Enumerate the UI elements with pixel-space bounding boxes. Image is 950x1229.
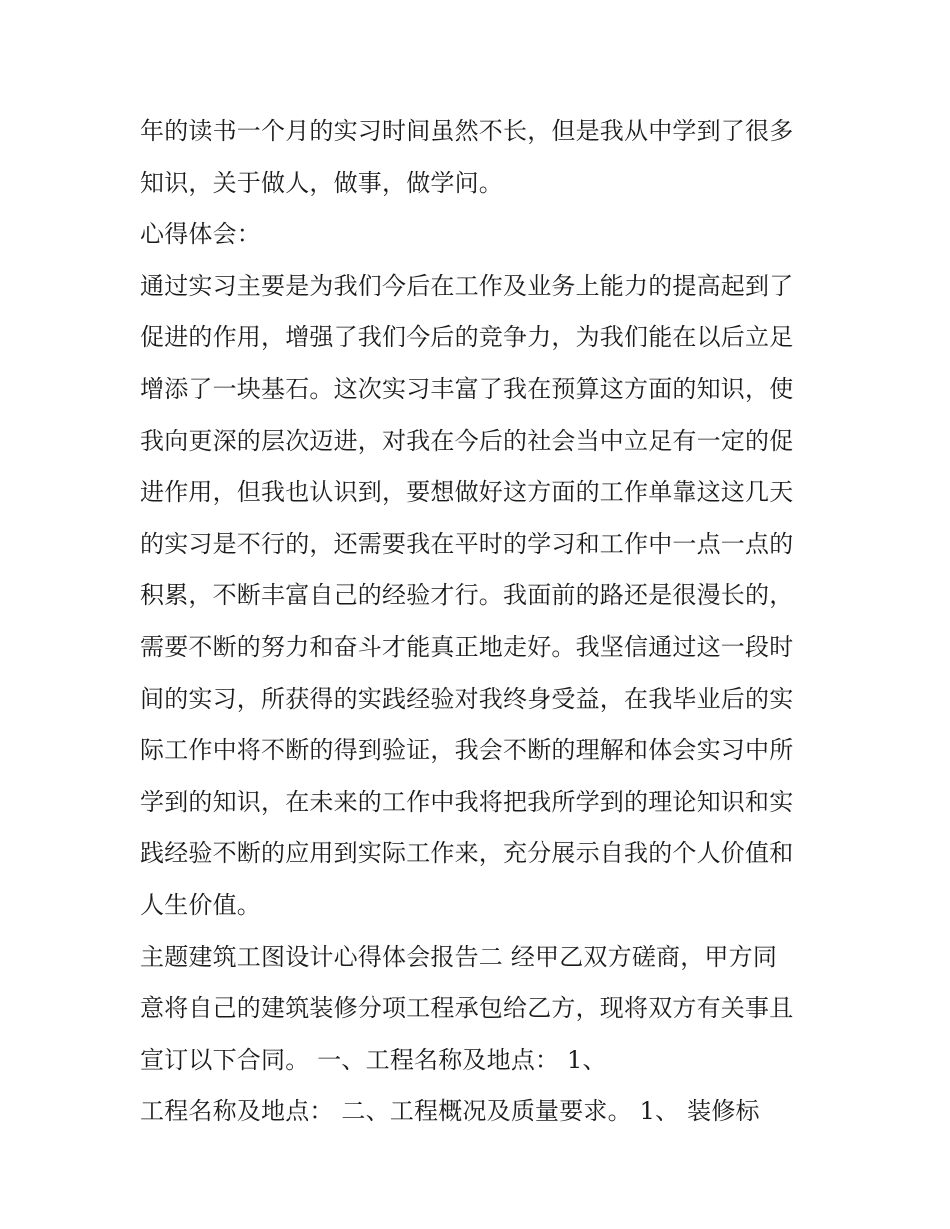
text-line: 需要不断的努力和奋斗才能真正地走好。我坚信通过这一段时 [140,632,794,661]
text-line: 宣订以下合同。 一、工程名称及地点： 1、 [140,1045,607,1074]
text-line: 促进的作用，增强了我们今后的竞争力，为我们能在以后立足 [140,323,794,352]
text-line: 的实习是不行的，还需要我在平时的学习和工作中一点一点的 [140,529,794,558]
text-line: 间的实习，所获得的实践经验对我终身受益，在我毕业后的实 [140,684,794,713]
text-line: 年的读书一个月的实习时间虽然不长，但是我从中学到了很多 [140,117,794,145]
text-line: 主题建筑工图设计心得体会报告二 经甲乙双方磋商，甲方同 [140,942,778,971]
section-heading: 心得体会： [140,220,261,249]
text-line: 我向更深的层次迈进，对我在今后的社会当中立足有一定的促 [140,426,794,455]
text-line: 际工作中将不断的得到验证，我会不断的理解和体会实习中所 [140,736,794,765]
text-line: 积累，不断丰富自己的经验才行。我面前的路还是很漫长的， [140,581,794,610]
text-line: 通过实习主要是为我们今后在工作及业务上能力的提高起到了 [140,271,794,300]
text-line: 进作用，但我也认识到，要想做好这方面的工作单靠这这几天 [140,478,794,507]
text-line: 学到的知识，在未来的工作中我将把我所学到的理论知识和实 [140,787,794,816]
text-line: 知识，关于做人，做事，做学问。 [140,168,503,197]
text-line: 工程名称及地点： 二、工程概况及质量要求。 1、 装修标 [140,1097,760,1126]
text-line: 意将自己的建筑装修分项工程承包给乙方，现将双方有关事且 [140,994,794,1023]
text-line: 人生价值。 [140,890,261,919]
text-line: 践经验不断的应用到实际工作来，充分展示自我的个人价值和 [140,839,794,868]
document-body [140,106,820,1138]
text-line: 增添了一块基石。这次实习丰富了我在预算这方面的知识，使 [140,374,794,403]
